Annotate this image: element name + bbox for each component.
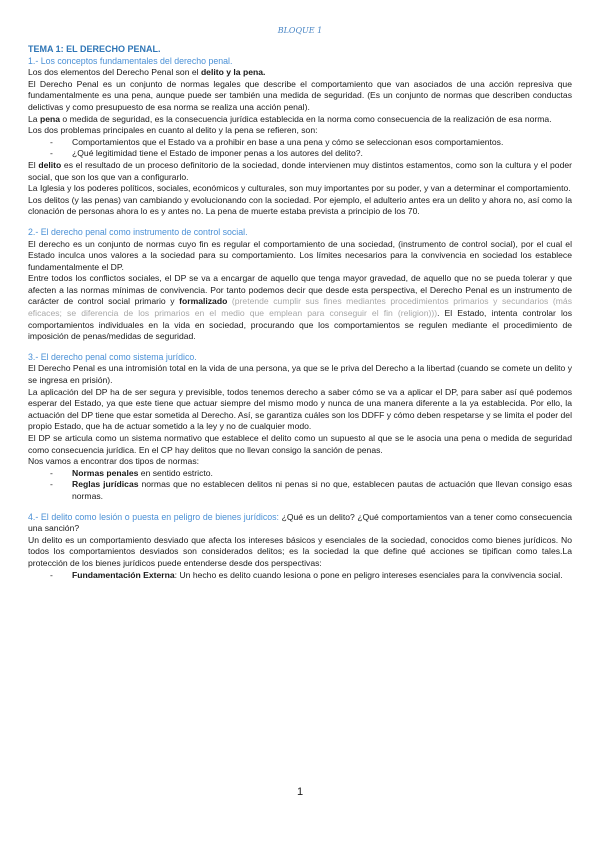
list-item-bold: Reglas jurídicas bbox=[72, 479, 139, 490]
s1-paragraph-6: La Iglesia y los poderes políticos, sociales, económicos y culturales, son muy importantes por su poder, y van a determinar el comportamiento. bbox=[28, 183, 571, 194]
s1-paragraph-2: El Derecho Penal es un conjunto de normas legales que describe el comportamiento que van asociados de una acción represiva que fundamentalmente es una pena, aunque puede ser también una medida de seguridad. (Es un conjunto de normas que describen conductas delictivas y como presupuesto de esa norma se realiza una acción penal). bbox=[28, 78, 572, 112]
list-item bbox=[72, 479, 572, 502]
s1-p3-text-c: o medida de seguridad, es la consecuencia jurídica establecida en la norma como consecuencia de la realización de esa norma. bbox=[60, 113, 552, 124]
s3-list bbox=[28, 468, 572, 503]
list-item: - Comportamientos que el Estado va a prohibir en base a una pena y cómo se seleccionan esos comportamientos. bbox=[72, 137, 572, 149]
s1-paragraph-5 bbox=[28, 160, 572, 183]
list-item bbox=[72, 570, 572, 582]
s1-list bbox=[28, 137, 572, 160]
page-header: BLOQUE 1 bbox=[277, 26, 323, 35]
section-1-title: 1.- Los conceptos fundamentales del derecho penal. bbox=[28, 55, 233, 66]
s1-paragraph-1 bbox=[28, 67, 572, 79]
s1-p3-text-a: La bbox=[28, 113, 40, 124]
s2-p2-text-a: Entre todos los conflictos sociales, el DP se va a encargar de aquello que tenga mayor gravedad, de aquello que no se pueda tolerar y que afecten a las normas mínimas de convivencia. Por tanto podemos decir que desde esta perspectiva, el Derecho Penal es un instrumento de carácter de control social primario y bbox=[28, 273, 572, 307]
section-2-title: 2.- El derecho penal como instrumento de control social. bbox=[28, 226, 248, 237]
s3-paragraph-4: Nos vamos a encontrar dos tipos de normas: bbox=[28, 456, 200, 467]
page-number: 1 bbox=[296, 786, 304, 798]
section-4-heading bbox=[28, 512, 572, 535]
s2-paragraph-1: El derecho es un conjunto de normas cuyo fin es regular el comportamiento de una sociedad, (instrumento de control social), por el cual el Estado inculca unos valores a la sociedad para su comportamiento. Los límites necesarios para la convivencia en sociedad los establece fundamentalmente el DP. bbox=[28, 238, 572, 272]
s1-p3-bold: pena bbox=[39, 113, 61, 124]
list-item-text: en sentido estricto. bbox=[138, 467, 213, 478]
spacer bbox=[28, 343, 572, 352]
list-item bbox=[72, 468, 572, 480]
list-item-bold: Fundamentación Externa bbox=[72, 569, 175, 580]
s1-paragraph-7: Los delitos (y las penas) van cambiando y evolucionando con la sociedad. Por ejemplo, el adulterio antes era un delito y ahora no, así como la clonación de personas ahora lo es y antes no. La pena de muerte estaba prevista a principio de los 70. bbox=[28, 194, 572, 217]
s3-paragraph-3: El DP se articula como un sistema normativo que establece el delito como un supuesto al que se le asocia una pena o medida de seguridad como consecuencia jurídica. En el CP hay delitos que no llevan consigo la sanción de penas. bbox=[28, 433, 572, 455]
s1-p5-bold: delito bbox=[38, 159, 62, 170]
s3-paragraph-2: La aplicación del DP ha de ser segura y previsible, todos tenemos derecho a saber cómo se va a aplicar el DP, para saber así qué podemos esperar del Estado, ya que este tiene que actuar siempre del mismo modo y nunca de una manera diferente a la ya establecida. Por ello, la actuación del DP tiene que estar sometida al Derecho. Así, se garantiza cuáles son los DDFF y cómo deben respetarse y se limita el poder del propio Estado, que ha de actuar sometido a la ley y no de cualquier modo. bbox=[28, 386, 572, 432]
tema-title: TEMA 1: EL DERECHO PENAL. bbox=[28, 44, 161, 54]
spacer bbox=[28, 503, 572, 512]
s3-paragraph-1: El Derecho Penal es una intromisión total en la vida de una persona, ya que se le priva del Derecho a la libertad (cuando se comete un delito y se ingresa en prisión). bbox=[28, 363, 572, 386]
s1-p5-text-a: El bbox=[28, 159, 39, 170]
s1-paragraph-3 bbox=[28, 114, 572, 126]
s2-paragraph-2 bbox=[28, 273, 572, 343]
document-body bbox=[28, 44, 572, 581]
s2-p2-text-d: . El Estado, intenta controlar los comportamientos individuales en la vida en sociedad, procurando que los comportamientos se regulen mediante el procedimiento de imposición de penas/medidas de seguridad. bbox=[28, 308, 572, 342]
section-3-title: 3.- El derecho penal como sistema jurídico. bbox=[28, 351, 197, 362]
s1-p1-bold: delito y la pena. bbox=[200, 67, 266, 78]
section-4-title-rest: ¿Qué es un delito? ¿Qué comportamientos van a tener como consecuencia una sanción? bbox=[28, 511, 572, 534]
s1-paragraph-4: Los dos problemas principales en cuanto al delito y la pena se refieren, son: bbox=[28, 125, 318, 136]
list-item-text: normas que no establecen delitos ni penas si no que, establecen pautas de actuación que llevan consigo esas normas. bbox=[72, 479, 572, 501]
section-4-title: 4.- El delito como lesión o puesta en peligro de bienes jurídicos: bbox=[28, 511, 279, 522]
list-item-text: : Un hecho es delito cuando lesiona o pone en peligro intereses esenciales para la convivencia social. bbox=[174, 569, 563, 580]
s2-p2-bold: formalizado bbox=[179, 296, 228, 307]
list-item-bold: Normas penales bbox=[72, 467, 139, 478]
s1-p1-text: Los dos elementos del Derecho Penal son el bbox=[28, 67, 201, 78]
spacer bbox=[28, 218, 572, 227]
s4-list bbox=[28, 570, 572, 582]
s2-p2-muted-note: (pretende cumplir sus fines mediantes procedimientos primarios y secundarios (más eficaces; se diferencia de los primarios en el medio que emplean para conseguir el fin (religion))) bbox=[28, 296, 572, 319]
s1-p5-text-c: es el resultado de un proceso definitorio de la sociedad, donde intervienen muy distintos estamentos, como son la cultura y el poder social, que son los que van a configurarlo. bbox=[28, 159, 573, 182]
s4-paragraph-1: Un delito es un comportamiento desviado que afecta los intereses básicos y esenciales de la sociedad, conocidos como bienes jurídicos. No todos los comportamientos desviados son considerados delitos; es la sociedad la que define qué acciones se tipifican como tales.La protección de los bienes jurídicos puede entenderse desde dos perspectivas: bbox=[28, 534, 572, 568]
list-item: - ¿Qué legitimidad tiene el Estado de imponer penas a los autores del delito?. bbox=[72, 148, 572, 160]
